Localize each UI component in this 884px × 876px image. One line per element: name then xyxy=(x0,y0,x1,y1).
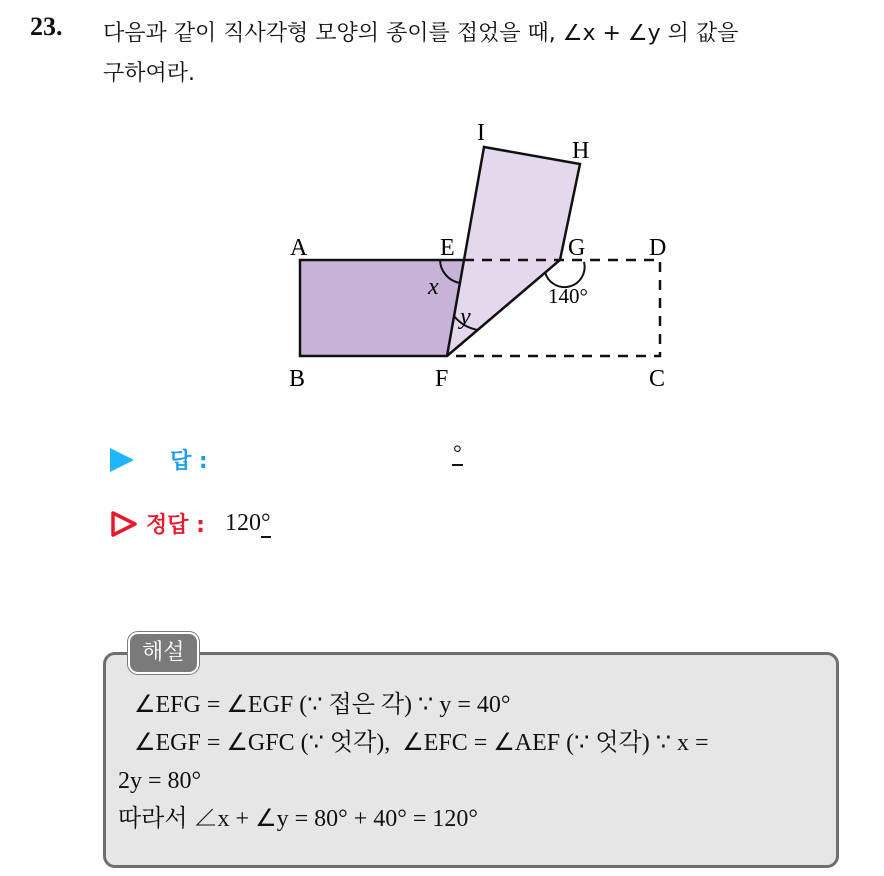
point-label-B: B xyxy=(289,366,306,392)
question-text-line-1: 다음과 같이 직사각형 모양의 종이를 접었을 때, ∠x + ∠y 의 값을 xyxy=(103,21,739,46)
correct-value-number: 120 xyxy=(224,510,261,536)
answer-label: 답 : xyxy=(170,449,208,474)
solution-line-3: 2y = 80° xyxy=(118,768,202,794)
folded-rectangle-figure xyxy=(260,110,700,410)
angle-y-label: y xyxy=(460,304,471,330)
point-label-E: E xyxy=(440,235,455,261)
point-label-A: A xyxy=(290,235,308,261)
solution-line-2: ∠EGF = ∠GFC (∵ 엇각), ∠EFC = ∠AEF (∵ 엇각) ∵ x = xyxy=(134,730,709,756)
point-label-D: D xyxy=(649,235,667,261)
angle-140-label: 140° xyxy=(548,284,588,308)
question-text xyxy=(103,14,863,94)
point-label-I: I xyxy=(477,120,485,146)
play-triangle-icon xyxy=(110,448,134,472)
question-text-line-2: 구하여라. xyxy=(103,61,196,86)
correct-value-unit: ° xyxy=(260,510,271,536)
correct-answer-label: 정답 : xyxy=(146,513,205,538)
correct-answer-row xyxy=(110,508,271,539)
point-label-F: F xyxy=(435,366,449,392)
correct-answer-value xyxy=(225,510,271,537)
point-label-C: C xyxy=(649,366,666,392)
shape-ABFE xyxy=(300,260,464,356)
point-label-H: H xyxy=(572,138,590,164)
answer-unit: ° xyxy=(453,440,462,465)
solution-tab: 해설 xyxy=(128,632,199,674)
answer-row xyxy=(110,444,208,475)
outline-triangle-icon xyxy=(110,510,138,538)
solution-text xyxy=(118,686,828,838)
solution-line-4: 따라서 ∠x + ∠y = 80° + 40° = 120° xyxy=(118,806,479,832)
point-label-G: G xyxy=(568,235,586,261)
angle-x-label: x xyxy=(428,274,439,300)
solution-line-1: ∠EFG = ∠EGF (∵ 접은 각) ∵ y = 40° xyxy=(134,692,511,718)
question-number: 23. xyxy=(30,12,63,41)
